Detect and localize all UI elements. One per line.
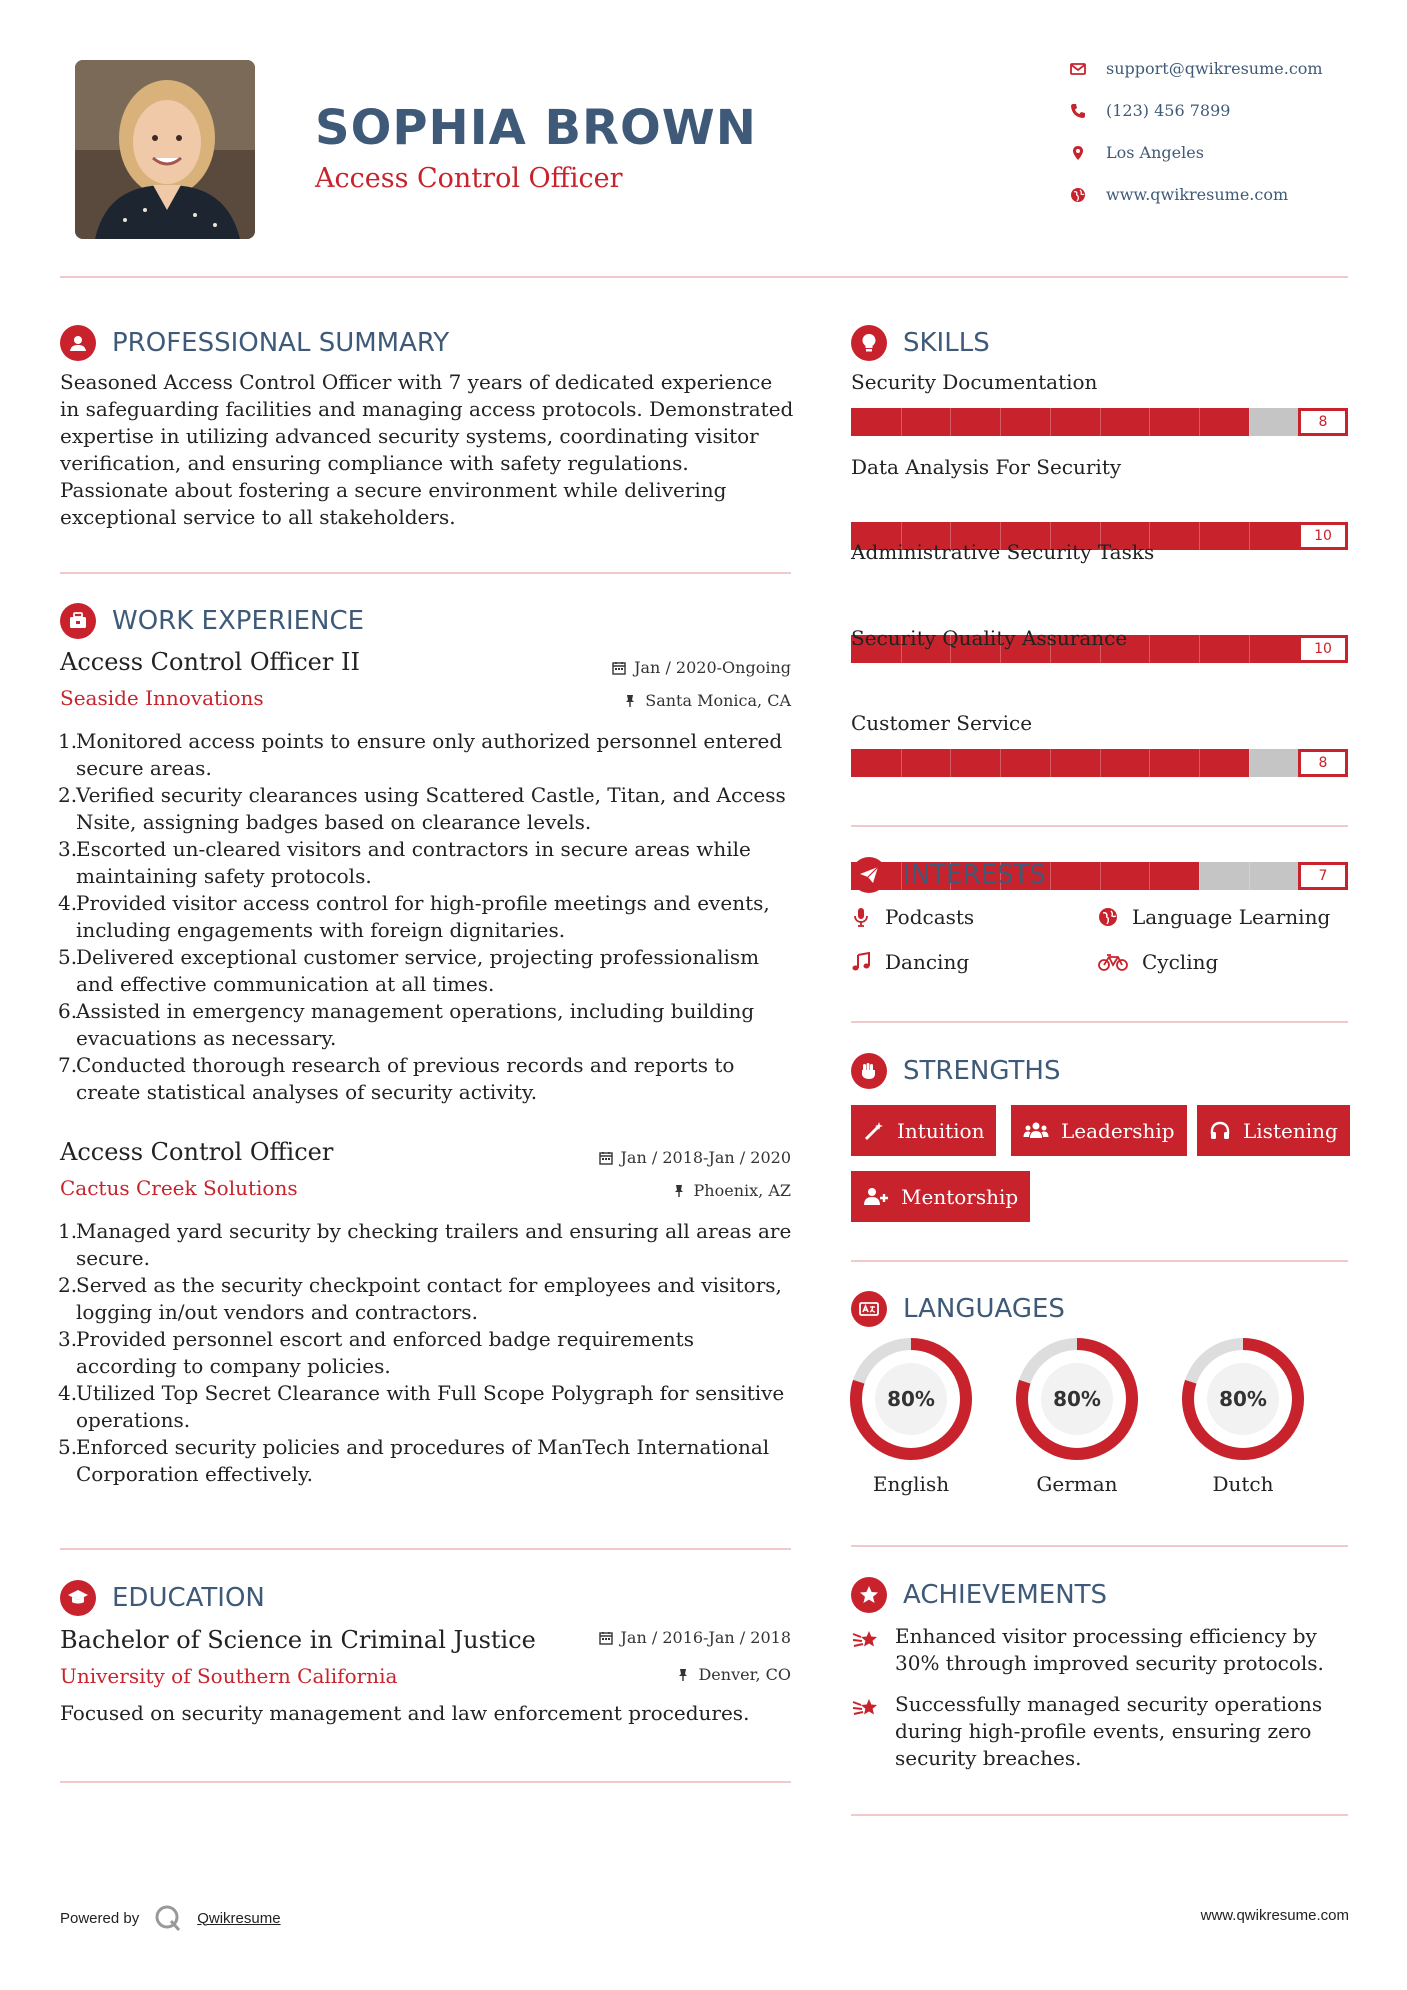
skill-bar [851,408,1348,436]
strength-chip-intuition [851,1105,996,1156]
experience-heading [60,603,364,639]
summary-heading-text: PROFESSIONAL SUMMARY [112,328,450,358]
job-1-responsibilities [58,728,798,1106]
job-2-company: Cactus Creek Solutions [60,1176,298,1200]
interest-label: Podcasts [885,905,975,929]
skill-bar-segment [1199,862,1200,890]
skill-score: 10 [1298,522,1348,550]
skill-bar-segment [1000,408,1001,436]
skills-heading-text: SKILLS [903,328,990,358]
ring-percent-label: 80% [1219,1387,1267,1411]
users-icon [1023,1120,1049,1142]
skill-bar-segment [1249,522,1250,550]
skills-heading [851,325,990,361]
strengths-divider [851,1260,1348,1262]
strength-label: Listening [1243,1118,1338,1143]
list-item: 1. Monitored access points to ensure only authorized personnel entered secure areas. [58,729,783,780]
skills-divider [851,825,1348,827]
skill-bar-segment [1100,408,1101,436]
education-divider [60,1781,791,1783]
strength-chip-mentorship [851,1171,1030,1222]
summary-text: Seasoned Access Control Officer with 7 years of dedicated experience in safeguarding facilities and managing access protocols. Demonstrated expertise in utilizing advanced security systems, coordinating visitor verification, and ensuring compliance with safety regulations. Passionate about fostering a secure environment while delivering exceptional service to all stakeholders. [60,370,794,529]
job-2-location-text: Phoenix, AZ [693,1181,791,1200]
interest-podcasts [851,905,974,929]
headphones-icon [1209,1120,1231,1142]
job-1-date [612,658,791,677]
skill-score: 10 [1298,635,1348,663]
skill-bar-segment [1249,408,1250,436]
languages-heading-text: LANGUAGES [903,1294,1065,1324]
skill-bar-segment [1149,408,1150,436]
skill-bar-segment [1249,749,1250,777]
achievements-heading-text: ACHIEVEMENTS [903,1580,1108,1610]
education-heading [60,1580,265,1616]
strengths-heading-text: STRENGTHS [903,1056,1061,1086]
list-item: 7. Conducted thorough research of previous records and reports to create statistical analyses of security activity. [58,1053,735,1104]
job-2-title: Access Control Officer [60,1138,334,1166]
profile-photo-illustration [75,60,255,239]
graduation-cap-icon [60,1580,96,1616]
education-date-text: Jan / 2016-Jan / 2018 [620,1628,791,1647]
skill-bar-segment [1100,862,1101,890]
raised-fist-icon [851,1053,887,1089]
skill-bar-segment [901,749,902,777]
education-location [676,1665,791,1684]
contact-location [1070,143,1370,162]
skill-name: Data Analysis For Security [851,455,1122,479]
skill-bar-segment [1050,408,1051,436]
calendar-icon [599,1151,613,1165]
candidate-name: SOPHIA BROWN [315,100,757,156]
skill-bar-segment [1000,749,1001,777]
magic-wand-icon [863,1120,885,1142]
skill-bar-segment [1149,862,1150,890]
globe-icon [1098,907,1118,927]
interest-label: Dancing [885,950,970,974]
achievement-item [851,1623,1351,1677]
qwikresume-link[interactable]: Qwikresume [197,1909,281,1927]
language-name: English [872,1472,950,1496]
strength-label: Mentorship [901,1184,1019,1209]
skill-bar-segment [950,408,951,436]
skill-bar-segment [901,408,902,436]
job-1-location [623,691,791,710]
skill-bar-segment [1199,408,1200,436]
job-1-location-text: Santa Monica, CA [645,691,791,710]
job-2-date-text: Jan / 2018-Jan / 2020 [620,1148,791,1167]
achievement-text: Successfully managed security operations during high-profile events, ensuring zero security breaches. [895,1692,1323,1770]
profile-photo [75,60,255,239]
skill-score: 8 [1298,408,1348,436]
footer-url[interactable]: www.qwikresume.com [1200,1907,1349,1924]
pushpin-icon [623,694,637,708]
skill-bar-segment [1249,862,1250,890]
list-item: 3. Escorted un-cleared visitors and contractors in secure areas while maintaining safety protocols. [58,837,751,888]
education-description: Focused on security management and law enforcement procedures. [60,1701,750,1725]
skill-bar-segment [1199,749,1200,777]
phone-icon [1070,103,1086,119]
calendar-icon [599,1631,613,1645]
lightbulb-icon [851,325,887,361]
list-item: 5. Delivered exceptional customer service, projecting professionalism and effective communication at all times. [58,945,760,996]
ring-percent-label: 80% [1053,1387,1101,1411]
paper-plane-icon [851,857,887,893]
interests-heading [851,857,1046,893]
interest-dancing [851,950,969,974]
job-1-date-text: Jan / 2020-Ongoing [634,658,791,677]
map-pin-icon [1070,145,1086,161]
music-note-icon [851,952,871,972]
interest-language-learning [1098,905,1330,929]
language-name: German [1036,1472,1118,1496]
contact-email-text: support@qwikresume.com [1106,59,1323,78]
list-item: 5. Enforced security policies and procedures of ManTech International Corporation effectively. [58,1435,770,1486]
skill-bar-segment [1149,749,1150,777]
achievements-heading [851,1577,1107,1613]
skill-name: Customer Service [851,711,1033,735]
summary-divider [60,572,791,574]
language-name: Dutch [1212,1472,1274,1496]
job-1-title: Access Control Officer II [60,648,360,676]
job-2-location [672,1181,791,1200]
list-item: 4. Utilized Top Secret Clearance with Full Scope Polygraph for sensitive operations. [58,1381,785,1432]
skill-bar-segment [1149,635,1150,663]
language-ring-german [1015,1337,1139,1461]
calendar-icon [612,661,626,675]
languages-divider [851,1545,1348,1547]
skill-bar-segment [1199,635,1200,663]
skill-bar-segment [1249,635,1250,663]
shooting-star-icon [851,1693,881,1723]
user-circle-icon [60,325,96,361]
skill-name: Security Quality Assurance [851,626,1128,650]
skill-score: 8 [1298,749,1348,777]
strength-label: Intuition [897,1118,985,1143]
skill-bar-segment [1050,862,1051,890]
powered-by-text: Powered by [60,1909,140,1927]
briefcase-icon [60,603,96,639]
skill-bar-segment [950,749,951,777]
header-divider [60,276,1348,278]
education-date [599,1628,791,1647]
ring-percent-label: 80% [887,1387,935,1411]
language-icon [851,1291,887,1327]
list-item: 3. Provided personnel escort and enforced badge requirements according to company policies. [58,1327,694,1378]
skill-score: 7 [1298,862,1348,890]
contact-phone-text: (123) 456 7899 [1106,101,1231,120]
education-heading-text: EDUCATION [112,1583,265,1613]
contact-email[interactable] [1070,59,1370,78]
bicycle-icon [1098,952,1128,972]
contact-website[interactable] [1070,185,1370,204]
strength-chip-listening [1197,1105,1350,1156]
interest-label: Language Learning [1132,905,1331,929]
skill-name: Administrative Security Tasks [851,540,1155,564]
languages-heading [851,1291,1065,1327]
envelope-icon [1070,61,1086,77]
list-item: 6. Assisted in emergency management operations, including building evacuations as necessary. [58,999,755,1050]
shooting-star-icon [851,1625,881,1655]
interest-cycling [1098,950,1218,974]
language-ring-english [849,1337,973,1461]
pushpin-icon [676,1668,690,1682]
education-school: University of Southern California [60,1664,398,1688]
interests-divider [851,1021,1348,1023]
candidate-role: Access Control Officer [315,163,623,194]
achievements-divider [851,1814,1348,1816]
skill-bar-segment [1100,749,1101,777]
list-item: 2. Verified security clearances using Scattered Castle, Titan, and Access Nsite, assigning badges based on clearance levels. [58,783,786,834]
job-1-company: Seaside Innovations [60,686,264,710]
strength-label: Leadership [1061,1118,1175,1143]
contact-phone[interactable] [1070,101,1370,120]
list-item: 2. Served as the security checkpoint contact for employees and visitors, logging in/out vendors and contractors. [58,1273,782,1324]
footer-powered-by [60,1903,281,1933]
strength-chip-leadership [1011,1105,1187,1156]
skill-name: Security Documentation [851,370,1098,394]
language-ring-dutch [1181,1337,1305,1461]
microphone-icon [851,907,871,927]
skill-bar-segment [1050,749,1051,777]
globe-icon [1070,187,1086,203]
qwikresume-logo-icon [153,1903,183,1933]
education-degree: Bachelor of Science in Criminal Justice [60,1626,536,1654]
list-item: 4. Provided visitor access control for high-profile meetings and events, including engagements with foreign dignitaries. [58,891,770,942]
achievement-text: Enhanced visitor processing efficiency by 30% through improved security protocols. [895,1624,1324,1675]
skill-bar-segment [1199,522,1200,550]
contact-website-text: www.qwikresume.com [1106,185,1289,204]
pushpin-icon [672,1184,686,1198]
star-badge-icon [851,1577,887,1613]
interests-heading-text: INTERESTS [903,860,1046,890]
contact-location-text: Los Angeles [1106,143,1204,162]
achievement-item [851,1691,1351,1772]
job-2-responsibilities [58,1218,798,1488]
job-2-date [599,1148,791,1167]
experience-divider [60,1548,791,1550]
education-location-text: Denver, CO [698,1665,791,1684]
interest-label: Cycling [1142,950,1219,974]
strengths-heading [851,1053,1061,1089]
experience-heading-text: WORK EXPERIENCE [112,606,365,636]
user-plus-icon [863,1186,889,1208]
summary-heading [60,325,449,361]
skill-bar [851,749,1348,777]
list-item: 1. Managed yard security by checking trailers and ensuring all areas are secure. [58,1219,792,1270]
